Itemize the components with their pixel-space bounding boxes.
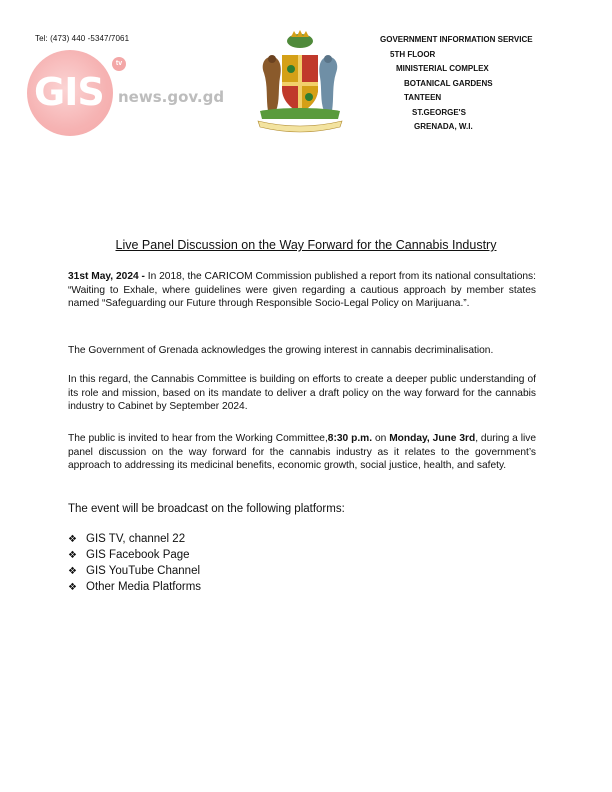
telephone-number: Tel: (473) 440 -5347/7061 xyxy=(35,34,130,43)
event-time: 8:30 p.m. xyxy=(327,433,373,444)
address-line: GRENADA, W.I. xyxy=(414,122,473,131)
broadcast-heading: The event will be broadcast on the following platforms: xyxy=(68,503,345,515)
platform-label: GIS TV, channel 22 xyxy=(86,533,186,545)
invitation-text: The public is invited to hear from the Working Committee, xyxy=(68,433,328,444)
address-line: 5TH FLOOR xyxy=(390,49,436,59)
address-line: GOVERNMENT INFORMATION SERVICE xyxy=(380,35,533,44)
platform-label: GIS Facebook Page xyxy=(86,549,190,561)
paragraph-invitation xyxy=(68,432,536,473)
list-item xyxy=(68,547,201,563)
intro-text: In 2018, the CARICOM Commission published a report from its national consultations: “Waiting to Exhale, where guidelines were given regarding a cautious approach by member states named “Safeguarding our Future through Responsible Socio-Legal Policy on Marijuana.”. xyxy=(68,271,536,310)
event-day: Monday, June 3rd xyxy=(389,433,476,444)
government-address-block xyxy=(380,33,533,135)
paragraph-intro xyxy=(68,270,536,311)
list-item xyxy=(68,563,201,579)
address-line: TANTEEN xyxy=(404,93,442,102)
address-line: BOTANICAL GARDENS xyxy=(404,78,493,88)
address-line: ST.GEORGE'S xyxy=(412,107,466,117)
release-date: 31st May, 2024 - xyxy=(68,271,145,282)
address-line: MINISTERIAL COMPLEX xyxy=(396,64,489,73)
news-website-url: news.gov.gd xyxy=(118,88,225,106)
grenada-coat-of-arms-icon xyxy=(250,27,350,137)
paragraph-committee: In this regard, the Cannabis Committee is building on efforts to create a deeper public understanding of its role and mission, based on its mandate to deliver a draft policy on the way forward for the cannabis industry to Cabinet by September 2024. xyxy=(68,374,536,413)
list-item xyxy=(68,579,201,595)
paragraph-acknowledgement: The Government of Grenada acknowledges the growing interest in cannabis decriminalisation. xyxy=(68,345,494,356)
platform-label: GIS YouTube Channel xyxy=(86,565,201,577)
platform-label: Other Media Platforms xyxy=(86,581,202,593)
press-release-title: Live Panel Discussion on the Way Forward for the Cannabis Industry xyxy=(115,238,497,252)
diamond-bullet-icon: ❖ xyxy=(68,582,77,593)
diamond-bullet-icon: ❖ xyxy=(68,534,77,545)
diamond-bullet-icon: ❖ xyxy=(68,566,77,577)
gis-tv-badge: tv xyxy=(112,57,126,71)
diamond-bullet-icon: ❖ xyxy=(68,550,77,561)
platform-list xyxy=(68,531,201,595)
invitation-text: , during a live panel discussion on the way forward for the cannabis industry as it relates to the government’s approach to addressing its medicinal benefits, economic growth, social justice, health, and safety. xyxy=(68,433,536,472)
gis-logo-text: GIS xyxy=(34,70,104,114)
invitation-text: on xyxy=(372,433,390,444)
list-item xyxy=(68,531,201,547)
